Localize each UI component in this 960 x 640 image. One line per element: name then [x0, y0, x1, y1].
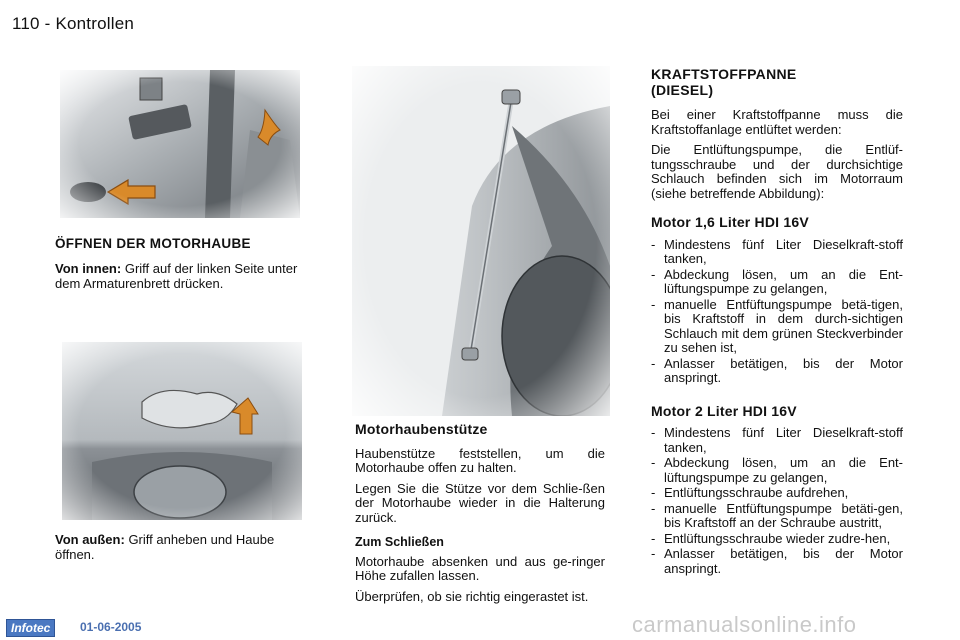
motor-16-heading: Motor 1,6 Liter HDI 16V	[651, 214, 809, 230]
outside-label: Von außen:	[55, 532, 125, 547]
list-item: - Anlasser betätigen, bis der Motor anspringt.	[651, 547, 903, 576]
outside-instruction-block	[55, 533, 310, 568]
hood-release-interior-photo	[60, 70, 300, 218]
list-item: - Anlasser betätigen, bis der Motor anspringt.	[651, 357, 903, 386]
outside-text: Griff anheben und Haube öffnen.	[55, 532, 275, 562]
page-number: 110	[12, 14, 40, 33]
prop-paragraph-1: Haubenstütze feststellen, um die Motorhaube offen zu halten.	[355, 445, 605, 475]
hood-opening-heading: ÖFFNEN DER MOTORHAUBE	[55, 236, 251, 251]
closing-paragraph-1: Motorhaube absenken und aus ge-ringer Höhe zufallen lassen.	[355, 553, 605, 583]
footer-date: 01-06-2005	[80, 620, 142, 634]
closing-paragraph-2: Überprüfen, ob sie richtig eingerastet ist.	[355, 588, 589, 604]
page-header	[12, 14, 134, 34]
closing-heading: Zum Schließen	[355, 535, 444, 549]
watermark: carmanualsonline.info	[632, 612, 857, 637]
motor-20-heading: Motor 2 Liter HDI 16V	[651, 402, 797, 419]
motor-16-steps	[651, 238, 903, 386]
list-item: - Mindestens fünf Liter Dieselkraft-stoff tanken,	[651, 426, 903, 455]
inside-text: Griff auf der linken Seite unter dem Armaturenbrett drücken.	[55, 261, 298, 291]
list-item: - Entlüftungsschraube aufdrehen,	[651, 486, 903, 501]
list-item: - manuelle Entfüftungspumpe betäti-gen, bis Kraftstoff an der Schraube austritt,	[651, 502, 903, 531]
fuel-intro-2: Die Entlüftungspumpe, die Entlüf-tungsschraube und der durchsichtige Schlauch befinden sich im Motorraum (siehe betreffende Abbildung):	[651, 142, 903, 201]
hood-latch-exterior-illustration	[62, 342, 302, 520]
right-column	[651, 66, 903, 577]
left-column	[55, 236, 310, 297]
fuel-failure-heading-line1: KRAFTSTOFFPANNE	[651, 66, 797, 82]
fuel-failure-heading	[651, 66, 903, 98]
prop-paragraph-2: Legen Sie die Stütze vor dem Schlie-ßen der Motorhaube wieder in die Halterung zurück.	[355, 480, 605, 525]
fuel-failure-heading-line2: (DIESEL)	[651, 82, 714, 98]
infotec-logo: Infotec	[6, 619, 55, 637]
outside-instruction	[55, 533, 310, 562]
list-item: - Abdeckung lösen, um an die Ent-lüftungspumpe zu gelangen,	[651, 456, 903, 485]
inside-label: Von innen:	[55, 261, 122, 276]
hood-release-interior-illustration	[60, 70, 300, 218]
list-item: - manuelle Entfüftungspumpe betä-tigen, bis Kraftstoff in dem durch-sichtigen Schlauch mit dem grünen Steckverbinder zu sehen ist,	[651, 298, 903, 356]
hood-latch-exterior-photo	[62, 342, 302, 520]
list-item: - Abdeckung lösen, um an die Ent-lüftungspumpe zu gelangen,	[651, 268, 903, 297]
motor-20-steps	[651, 426, 903, 576]
list-item: - Mindestens fünf Liter Dieselkraft-stoff tanken,	[651, 238, 903, 267]
hood-prop-rod-illustration	[352, 66, 610, 416]
inside-instruction	[55, 262, 310, 291]
hood-prop-rod-photo	[352, 66, 610, 416]
header-separator: -	[44, 14, 51, 33]
section-title: Kontrollen	[55, 14, 135, 33]
list-item: - Entlüftungsschraube wieder zudre-hen,	[651, 532, 903, 547]
fuel-intro-1: Bei einer Kraftstoffpanne muss die Kraftstoffanlage entlüftet werden:	[651, 107, 903, 137]
middle-column	[355, 422, 605, 610]
hood-prop-heading: Motorhaubenstütze	[355, 421, 488, 437]
